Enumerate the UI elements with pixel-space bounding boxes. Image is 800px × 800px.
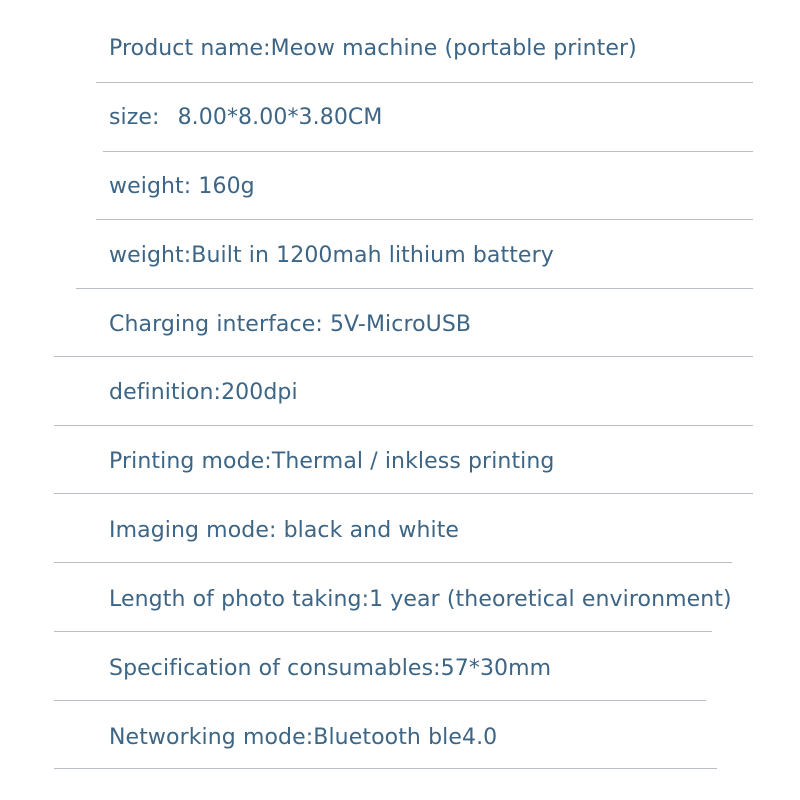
spec-value: Built in 1200mah lithium battery <box>191 243 554 268</box>
spec-row-consumables <box>109 654 551 684</box>
spec-label: size: <box>109 105 160 130</box>
spec-row-size <box>109 103 382 133</box>
spec-label: Product name: <box>109 36 271 61</box>
divider <box>76 288 753 289</box>
spec-value: Bluetooth ble4.0 <box>313 725 498 750</box>
spec-row-printing-mode <box>109 447 555 477</box>
spec-value: 1 year (theoretical environment) <box>369 587 732 612</box>
spec-label: Imaging mode: <box>109 518 277 543</box>
spec-value: 57*30mm <box>440 656 552 681</box>
divider <box>54 562 732 563</box>
spec-label: Networking mode: <box>109 725 314 750</box>
spec-label: weight: <box>109 174 192 199</box>
spec-value: Meow machine (portable printer) <box>270 36 637 61</box>
divider <box>54 700 706 701</box>
spec-row-battery <box>109 241 554 271</box>
divider <box>96 219 753 220</box>
spec-value: Thermal / inkless printing <box>271 449 555 474</box>
spec-label: Charging interface: <box>109 312 323 337</box>
spec-row-networking-mode <box>109 723 497 753</box>
spec-value: 8.00*8.00*3.80CM <box>177 105 383 130</box>
spec-row-charging-interface <box>109 310 471 340</box>
spec-row-imaging-mode <box>109 516 459 546</box>
spec-row-photo-duration <box>109 585 732 615</box>
spec-row-definition <box>109 378 298 408</box>
divider <box>54 631 712 632</box>
spec-value: 5V-MicroUSB <box>329 312 472 337</box>
spec-value: 200dpi <box>221 380 298 405</box>
divider <box>103 151 753 152</box>
spec-label: Length of photo taking: <box>109 587 370 612</box>
spec-value: black and white <box>283 518 460 543</box>
divider <box>54 356 753 357</box>
spec-label: definition: <box>109 380 222 405</box>
divider <box>96 82 753 83</box>
spec-value: 160g <box>198 174 255 199</box>
spec-row-product-name <box>109 34 637 64</box>
divider <box>54 768 717 769</box>
spec-label: Specification of consumables: <box>109 656 441 681</box>
divider <box>54 493 753 494</box>
spec-label: weight: <box>109 243 192 268</box>
divider <box>54 425 753 426</box>
spec-label: Printing mode: <box>109 449 272 474</box>
spec-row-weight <box>109 172 255 202</box>
